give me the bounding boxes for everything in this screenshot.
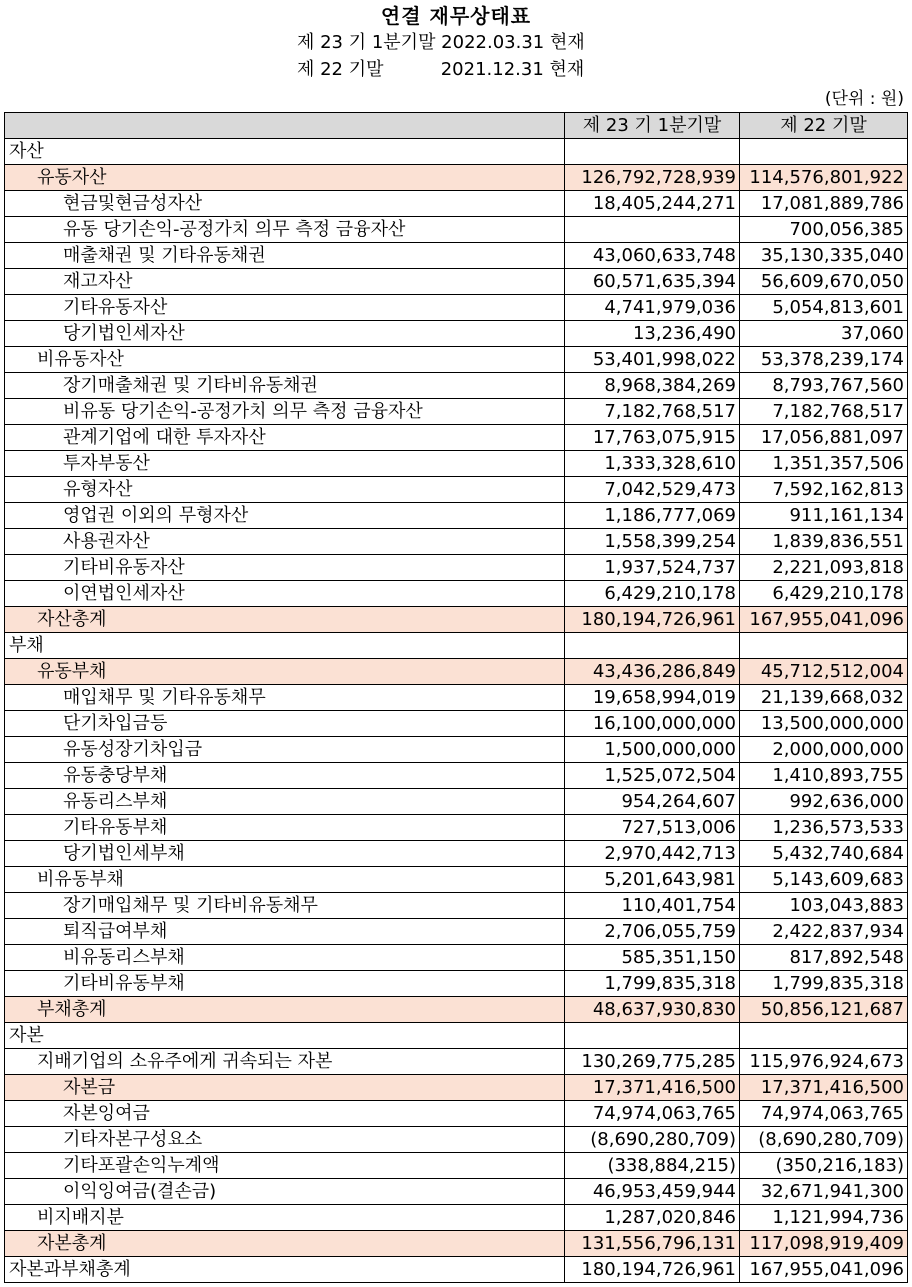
table-row bbox=[5, 997, 908, 1023]
table-row bbox=[5, 789, 908, 815]
row-prior-value: 21,139,668,032 bbox=[740, 685, 908, 711]
row-label: 비지배지분 bbox=[5, 1205, 565, 1231]
row-label: 기타유동부채 bbox=[5, 815, 565, 841]
row-prior-value: 7,592,162,813 bbox=[740, 477, 908, 503]
row-prior-value: 911,161,134 bbox=[740, 503, 908, 529]
table-row bbox=[5, 555, 908, 581]
row-current-value: 7,042,529,473 bbox=[565, 477, 740, 503]
row-prior-value: 50,856,121,687 bbox=[740, 997, 908, 1023]
row-prior-value: 167,955,041,096 bbox=[740, 607, 908, 633]
row-prior-value: 5,143,609,683 bbox=[740, 867, 908, 893]
row-current-value: 2,970,442,713 bbox=[565, 841, 740, 867]
row-prior-value: 32,671,941,300 bbox=[740, 1179, 908, 1205]
row-current-value: 1,333,328,610 bbox=[565, 451, 740, 477]
row-label: 장기매입채무 및 기타비유동채무 bbox=[5, 893, 565, 919]
table-row bbox=[5, 815, 908, 841]
row-current-value: 180,194,726,961 bbox=[565, 607, 740, 633]
table-row bbox=[5, 685, 908, 711]
table-row bbox=[5, 295, 908, 321]
row-current-value: 585,351,150 bbox=[565, 945, 740, 971]
row-current-value: 727,513,006 bbox=[565, 815, 740, 841]
table-row bbox=[5, 1075, 908, 1101]
row-prior-value: 8,793,767,560 bbox=[740, 373, 908, 399]
table-row bbox=[5, 737, 908, 763]
row-prior-value: 56,609,670,050 bbox=[740, 269, 908, 295]
row-current-value: 1,937,524,737 bbox=[565, 555, 740, 581]
period-prior: 제 22 기말 2021.12.31 현재 bbox=[297, 59, 585, 80]
row-label: 비유동자산 bbox=[5, 347, 565, 373]
row-current-value: 130,269,775,285 bbox=[565, 1049, 740, 1075]
row-prior-value: 17,081,889,786 bbox=[740, 191, 908, 217]
table-row bbox=[5, 1153, 908, 1179]
row-label: 지배기업의 소유주에게 귀속되는 자본 bbox=[5, 1049, 565, 1075]
table-row bbox=[5, 1127, 908, 1153]
row-prior-value: 35,130,335,040 bbox=[740, 243, 908, 269]
header-account bbox=[5, 113, 565, 139]
row-prior-value: (350,216,183) bbox=[740, 1153, 908, 1179]
row-current-value: 17,763,075,915 bbox=[565, 425, 740, 451]
row-current-value: 6,429,210,178 bbox=[565, 581, 740, 607]
row-prior-value: 700,056,385 bbox=[740, 217, 908, 243]
row-label: 매입채무 및 기타유동채무 bbox=[5, 685, 565, 711]
row-prior-value: 1,351,357,506 bbox=[740, 451, 908, 477]
row-label: 기타비유동부채 bbox=[5, 971, 565, 997]
table-row bbox=[5, 633, 908, 659]
row-current-value: 46,953,459,944 bbox=[565, 1179, 740, 1205]
table-row bbox=[5, 477, 908, 503]
row-label: 유형자산 bbox=[5, 477, 565, 503]
row-current-value: 126,792,728,939 bbox=[565, 165, 740, 191]
row-prior-value: 13,500,000,000 bbox=[740, 711, 908, 737]
table-row bbox=[5, 867, 908, 893]
table-body bbox=[5, 139, 908, 1283]
table-row bbox=[5, 399, 908, 425]
row-current-value: 1,525,072,504 bbox=[565, 763, 740, 789]
row-label: 매출채권 및 기타유동채권 bbox=[5, 243, 565, 269]
statement-title: 연결 재무상태표 bbox=[380, 4, 532, 28]
row-label: 자본과부채총계 bbox=[5, 1257, 565, 1283]
row-current-value: 5,201,643,981 bbox=[565, 867, 740, 893]
table-header-row bbox=[5, 113, 908, 139]
row-current-value: 954,264,607 bbox=[565, 789, 740, 815]
period-current: 제 23 기 1분기말 2022.03.31 현재 bbox=[297, 32, 585, 53]
table-row bbox=[5, 711, 908, 737]
row-prior-value: 2,221,093,818 bbox=[740, 555, 908, 581]
row-current-value: 1,500,000,000 bbox=[565, 737, 740, 763]
row-current-value bbox=[565, 633, 740, 659]
row-current-value: 60,571,635,394 bbox=[565, 269, 740, 295]
row-prior-value bbox=[740, 633, 908, 659]
table-row bbox=[5, 1205, 908, 1231]
row-label: 자산총계 bbox=[5, 607, 565, 633]
row-label: 재고자산 bbox=[5, 269, 565, 295]
table-row bbox=[5, 373, 908, 399]
table-row bbox=[5, 191, 908, 217]
row-prior-value: 1,121,994,736 bbox=[740, 1205, 908, 1231]
row-label: 기타비유동자산 bbox=[5, 555, 565, 581]
row-label: 기타포괄손익누계액 bbox=[5, 1153, 565, 1179]
row-label: 자본금 bbox=[5, 1075, 565, 1101]
row-prior-value: 992,636,000 bbox=[740, 789, 908, 815]
row-label: 관계기업에 대한 투자자산 bbox=[5, 425, 565, 451]
row-label: 기타유동자산 bbox=[5, 295, 565, 321]
row-current-value: 17,371,416,500 bbox=[565, 1075, 740, 1101]
row-label: 비유동 당기손익-공정가치 의무 측정 금융자산 bbox=[5, 399, 565, 425]
row-current-value: 43,436,286,849 bbox=[565, 659, 740, 685]
row-current-value: 4,741,979,036 bbox=[565, 295, 740, 321]
row-label: 유동 당기손익-공정가치 의무 측정 금융자산 bbox=[5, 217, 565, 243]
row-label: 유동충당부채 bbox=[5, 763, 565, 789]
row-current-value: 110,401,754 bbox=[565, 893, 740, 919]
row-label: 자산 bbox=[5, 139, 565, 165]
row-label: 이익잉여금(결손금) bbox=[5, 1179, 565, 1205]
row-current-value: 1,799,835,318 bbox=[565, 971, 740, 997]
header-prior-period: 제 22 기말 bbox=[740, 113, 908, 139]
row-prior-value: 2,000,000,000 bbox=[740, 737, 908, 763]
table-row bbox=[5, 217, 908, 243]
table-row bbox=[5, 269, 908, 295]
row-current-value: 131,556,796,131 bbox=[565, 1231, 740, 1257]
row-label: 퇴직급여부채 bbox=[5, 919, 565, 945]
row-label: 유동리스부채 bbox=[5, 789, 565, 815]
row-label: 부채 bbox=[5, 633, 565, 659]
row-label: 기타자본구성요소 bbox=[5, 1127, 565, 1153]
table-row bbox=[5, 1231, 908, 1257]
row-prior-value: 53,378,239,174 bbox=[740, 347, 908, 373]
row-prior-value: 7,182,768,517 bbox=[740, 399, 908, 425]
table-row bbox=[5, 893, 908, 919]
row-label: 이연법인세자산 bbox=[5, 581, 565, 607]
row-current-value: 1,186,777,069 bbox=[565, 503, 740, 529]
row-current-value bbox=[565, 1023, 740, 1049]
row-current-value: 18,405,244,271 bbox=[565, 191, 740, 217]
row-label: 당기법인세자산 bbox=[5, 321, 565, 347]
row-label: 자본총계 bbox=[5, 1231, 565, 1257]
table-row bbox=[5, 581, 908, 607]
row-prior-value: 45,712,512,004 bbox=[740, 659, 908, 685]
row-current-value bbox=[565, 217, 740, 243]
row-label: 유동성장기차입금 bbox=[5, 737, 565, 763]
row-current-value: 43,060,633,748 bbox=[565, 243, 740, 269]
row-prior-value: 1,839,836,551 bbox=[740, 529, 908, 555]
row-prior-value: 115,976,924,673 bbox=[740, 1049, 908, 1075]
table-row bbox=[5, 425, 908, 451]
row-current-value: 180,194,726,961 bbox=[565, 1257, 740, 1283]
row-prior-value: 2,422,837,934 bbox=[740, 919, 908, 945]
table-row bbox=[5, 607, 908, 633]
row-prior-value: 5,054,813,601 bbox=[740, 295, 908, 321]
table-row bbox=[5, 841, 908, 867]
table-row bbox=[5, 165, 908, 191]
row-prior-value: 1,410,893,755 bbox=[740, 763, 908, 789]
row-current-value: 13,236,490 bbox=[565, 321, 740, 347]
row-prior-value: 1,236,573,533 bbox=[740, 815, 908, 841]
row-prior-value: 817,892,548 bbox=[740, 945, 908, 971]
row-current-value: 8,968,384,269 bbox=[565, 373, 740, 399]
row-prior-value: 37,060 bbox=[740, 321, 908, 347]
row-current-value: 7,182,768,517 bbox=[565, 399, 740, 425]
table-row bbox=[5, 919, 908, 945]
table-row bbox=[5, 347, 908, 373]
row-label: 투자부동산 bbox=[5, 451, 565, 477]
unit-label: (단위 : 원) bbox=[824, 89, 904, 109]
row-label: 유동자산 bbox=[5, 165, 565, 191]
row-prior-value: 1,799,835,318 bbox=[740, 971, 908, 997]
row-label: 자본잉여금 bbox=[5, 1101, 565, 1127]
table-row bbox=[5, 529, 908, 555]
row-prior-value: 17,056,881,097 bbox=[740, 425, 908, 451]
table-row bbox=[5, 451, 908, 477]
row-label: 단기차입금등 bbox=[5, 711, 565, 737]
row-prior-value: 6,429,210,178 bbox=[740, 581, 908, 607]
row-current-value: 48,637,930,830 bbox=[565, 997, 740, 1023]
row-prior-value: 103,043,883 bbox=[740, 893, 908, 919]
row-current-value: 1,287,020,846 bbox=[565, 1205, 740, 1231]
row-label: 비유동리스부채 bbox=[5, 945, 565, 971]
table-row bbox=[5, 503, 908, 529]
row-label: 장기매출채권 및 기타비유동채권 bbox=[5, 373, 565, 399]
balance-sheet-table bbox=[4, 112, 908, 1283]
row-label: 부채총계 bbox=[5, 997, 565, 1023]
row-prior-value: 117,098,919,409 bbox=[740, 1231, 908, 1257]
table-row bbox=[5, 763, 908, 789]
row-prior-value: (8,690,280,709) bbox=[740, 1127, 908, 1153]
row-prior-value: 17,371,416,500 bbox=[740, 1075, 908, 1101]
header-current-period: 제 23 기 1분기말 bbox=[565, 113, 740, 139]
row-prior-value bbox=[740, 1023, 908, 1049]
table-row bbox=[5, 659, 908, 685]
row-label: 비유동부채 bbox=[5, 867, 565, 893]
table-row bbox=[5, 1023, 908, 1049]
row-current-value: 2,706,055,759 bbox=[565, 919, 740, 945]
row-current-value: 53,401,998,022 bbox=[565, 347, 740, 373]
table-row bbox=[5, 321, 908, 347]
table-row bbox=[5, 945, 908, 971]
row-prior-value: 167,955,041,096 bbox=[740, 1257, 908, 1283]
row-current-value: 19,658,994,019 bbox=[565, 685, 740, 711]
row-label: 유동부채 bbox=[5, 659, 565, 685]
row-label: 영업권 이외의 무형자산 bbox=[5, 503, 565, 529]
row-prior-value bbox=[740, 139, 908, 165]
table-row bbox=[5, 971, 908, 997]
table-row bbox=[5, 1257, 908, 1283]
row-label: 당기법인세부채 bbox=[5, 841, 565, 867]
table-row bbox=[5, 1179, 908, 1205]
table-row bbox=[5, 1101, 908, 1127]
row-current-value: 16,100,000,000 bbox=[565, 711, 740, 737]
table-row bbox=[5, 139, 908, 165]
row-current-value: (338,884,215) bbox=[565, 1153, 740, 1179]
row-label: 자본 bbox=[5, 1023, 565, 1049]
row-current-value: 74,974,063,765 bbox=[565, 1101, 740, 1127]
row-prior-value: 74,974,063,765 bbox=[740, 1101, 908, 1127]
row-label: 현금및현금성자산 bbox=[5, 191, 565, 217]
row-label: 사용권자산 bbox=[5, 529, 565, 555]
row-current-value: 1,558,399,254 bbox=[565, 529, 740, 555]
row-prior-value: 114,576,801,922 bbox=[740, 165, 908, 191]
row-current-value bbox=[565, 139, 740, 165]
table-row bbox=[5, 1049, 908, 1075]
table-row bbox=[5, 243, 908, 269]
row-current-value: (8,690,280,709) bbox=[565, 1127, 740, 1153]
row-prior-value: 5,432,740,684 bbox=[740, 841, 908, 867]
